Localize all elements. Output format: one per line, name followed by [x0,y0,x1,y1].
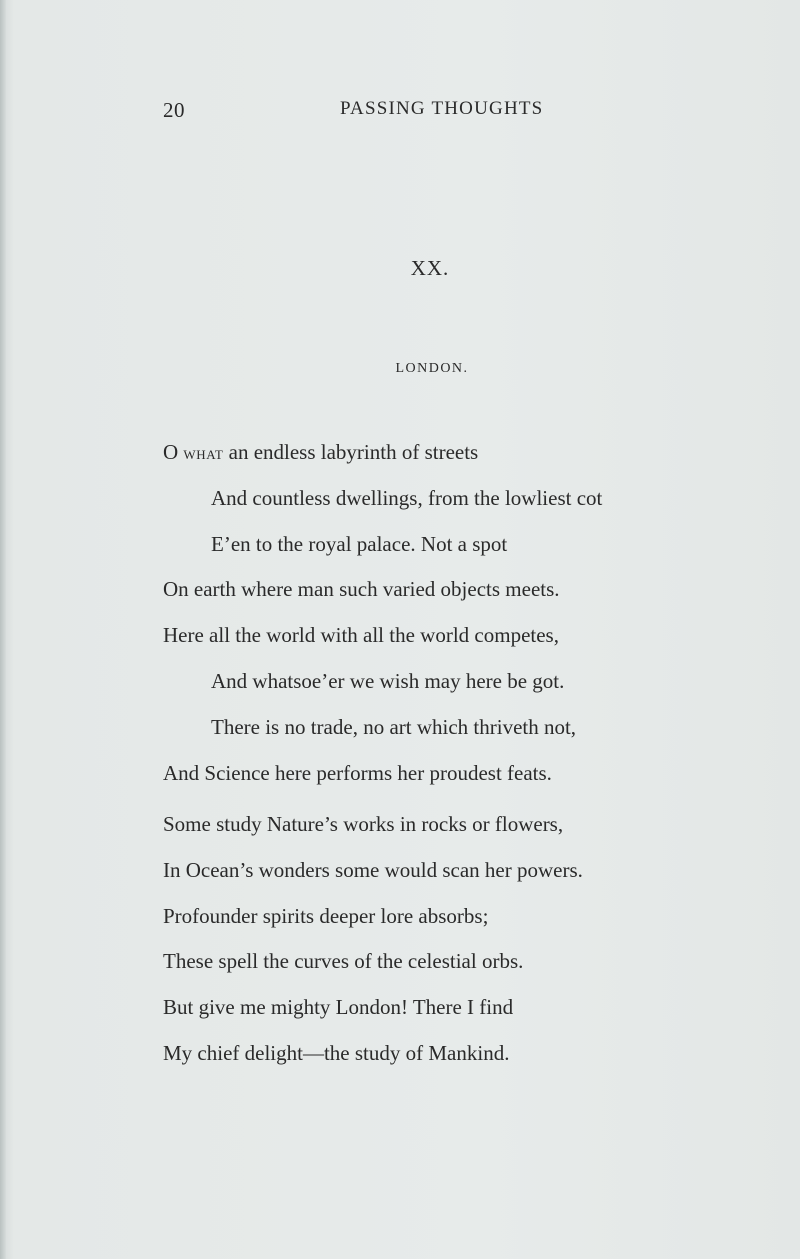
page-edge-shadow [0,0,6,1259]
poem-line-3: E’en to the royal palace. Not a spot [211,531,508,556]
poem-line-1 [163,439,763,485]
first-line-rest: an endless labyrinth of streets [228,440,479,464]
poem-line-13: But give me mighty London! There I find [163,995,514,1020]
first-line-opening: O [163,440,179,464]
stanza-1 [163,439,763,805]
page-number: 20 [163,98,185,122]
running-head [0,98,800,128]
poem-line-14: My chief delight—the study of Mankind. [163,1040,510,1065]
poem-line-2: And countless dwellings, from the lowliest cot [211,485,603,510]
poem-line-12: These spell the curves of the celestial orbs. [163,949,524,974]
poem-section-number: XX. [410,256,450,280]
poem-line-8: And Science here performs her proudest feats. [163,760,552,785]
poem-line-11: Profounder spirits deeper lore absorbs; [163,903,489,928]
poem-line-6: And whatsoe’er we wish may here be got. [211,668,565,693]
poem-title: LONDON. [395,361,469,376]
first-line-small-caps: what [183,443,224,464]
running-title: PASSING THOUGHTS [340,98,544,119]
poem-line-7: There is no trade, no art which thriveth not, [211,714,577,739]
poem-line-5: Here all the world with all the world competes, [163,623,559,648]
poem-line-10: In Ocean’s wonders some would scan her powers. [163,857,583,882]
poem-line-4: On earth where man such varied objects meets. [163,577,560,602]
poem-line-9: Some study Nature’s works in rocks or flowers, [163,812,564,836]
stanza-2 [163,811,763,1086]
